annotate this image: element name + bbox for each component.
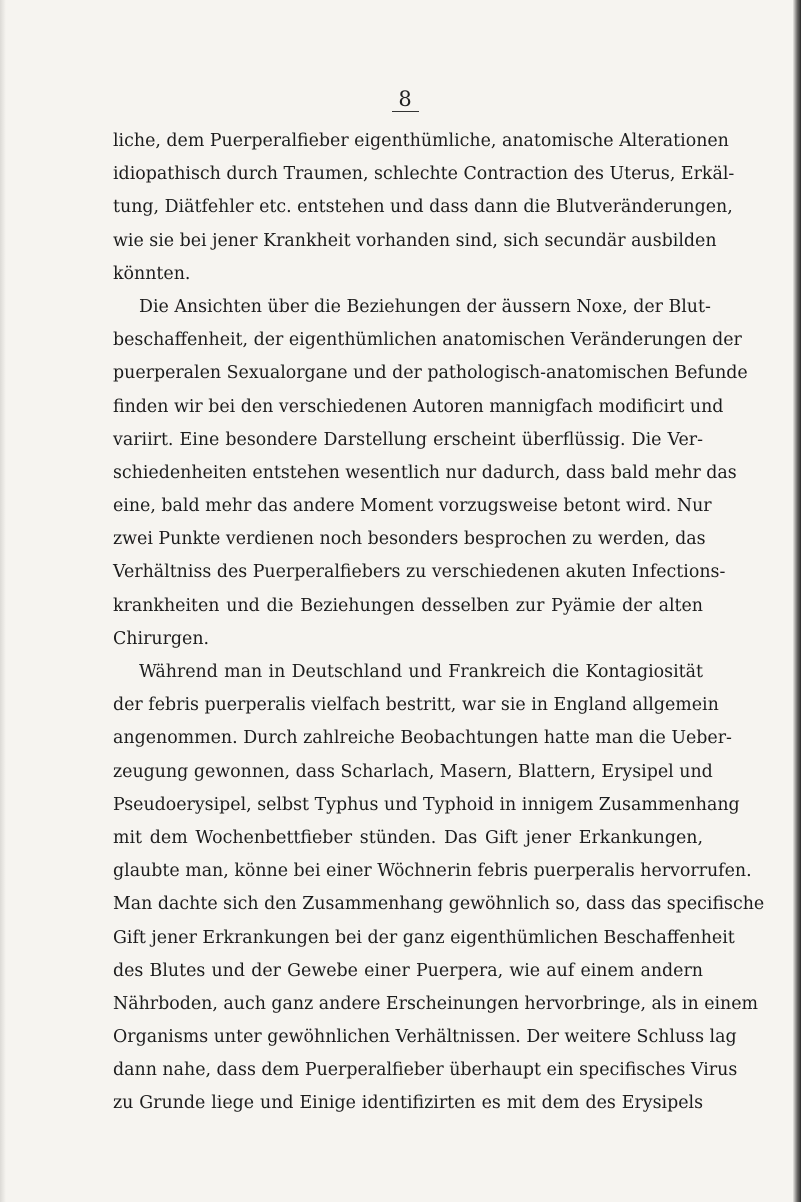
- text-line: Die Ansichten über die Beziehungen der äussern Noxe, der Blut-: [139, 296, 711, 317]
- text-line: glaubte man, könne bei einer Wöchnerin febris puerperalis hervorrufen.: [113, 861, 752, 882]
- text-line: Man dachte sich den Zusammenhang gewöhnlich so, dass das specifische: [113, 894, 765, 915]
- text-line: zwei Punkte verdienen noch besonders besprochen zu werden, das: [113, 529, 706, 550]
- text-line: idiopathisch durch Traumen, schlechte Contraction des Uterus, Erkäl-: [113, 164, 735, 185]
- text-line: Verhältniss des Puerperalfiebers zu verschiedenen akuten Infections-: [113, 562, 726, 583]
- text-line: Organisms unter gewöhnlichen Verhältnissen. Der weitere Schluss lag: [113, 1027, 737, 1048]
- text-line: schiedenheiten entstehen wesentlich nur dadurch, dass bald mehr das: [113, 462, 737, 483]
- body-text: [113, 125, 765, 1121]
- text-line: Gift jener Erkrankungen bei der ganz eigenthümlichen Beschaffenheit: [113, 927, 735, 948]
- text-line: Während man in Deutschland und Frankreich die Kontagiosität: [139, 662, 703, 682]
- text-line: der febris puerperalis vielfach bestritt, war sie in England allgemein: [113, 695, 719, 716]
- text-line: beschaffenheit, der eigenthümlichen anatomischen Veränderungen der: [113, 330, 742, 351]
- text-line: zeugung gewonnen, dass Scharlach, Masern, Blattern, Erysipel und: [113, 761, 713, 782]
- text-line: krankheiten und die Beziehungen desselben zur Pyämie der alten: [113, 595, 703, 616]
- text-line: finden wir bei den verschiedenen Autoren mannigfach modificirt und: [113, 396, 724, 417]
- page-number-header: [0, 87, 801, 112]
- text-line: des Blutes und der Gewebe einer Puerpera, wie auf einem andern: [113, 960, 703, 981]
- text-line: Chirurgen.: [113, 628, 210, 649]
- page-edge-shadow: [0, 0, 6, 1202]
- text-line: Pseudoerysipel, selbst Typhus und Typhoid in innigem Zusammenhang: [113, 794, 740, 815]
- text-line: dann nahe, dass dem Puerperalfieber überhaupt ein specifisches Virus: [113, 1060, 738, 1081]
- text-line: variirt. Eine besondere Darstellung erscheint überflüssig. Die Ver-: [113, 429, 703, 450]
- text-line: puerperalen Sexualorgane und der pathologisch-anatomischen Befunde: [113, 363, 748, 384]
- text-line: könnten.: [113, 263, 191, 284]
- text-line: eine, bald mehr das andere Moment vorzugsweise betont wird. Nur: [113, 496, 712, 517]
- text-line: liche, dem Puerperalfieber eigenthümliche, anatomische Alterationen: [113, 131, 729, 151]
- text-line: wie sie bei jener Krankheit vorhanden sind, sich secundär ausbilden: [113, 230, 717, 251]
- text-line: angenommen. Durch zahlreiche Beobachtungen hatte man die Ueber-: [113, 728, 732, 749]
- book-spine-edge: [793, 0, 801, 1202]
- text-line: mit dem Wochenbettfieber stünden. Das Gift jener Erkankungen,: [113, 827, 703, 848]
- text-line: tung, Diätfehler etc. entstehen und dass dann die Blutveränderungen,: [113, 197, 733, 218]
- text-line: Nährboden, auch ganz andere Erscheinungen hervorbringe, als in einem: [113, 993, 759, 1014]
- page-number: 8: [392, 87, 418, 112]
- text-line: zu Grunde liege und Einige identifizirten es mit dem des Erysipels: [113, 1093, 703, 1114]
